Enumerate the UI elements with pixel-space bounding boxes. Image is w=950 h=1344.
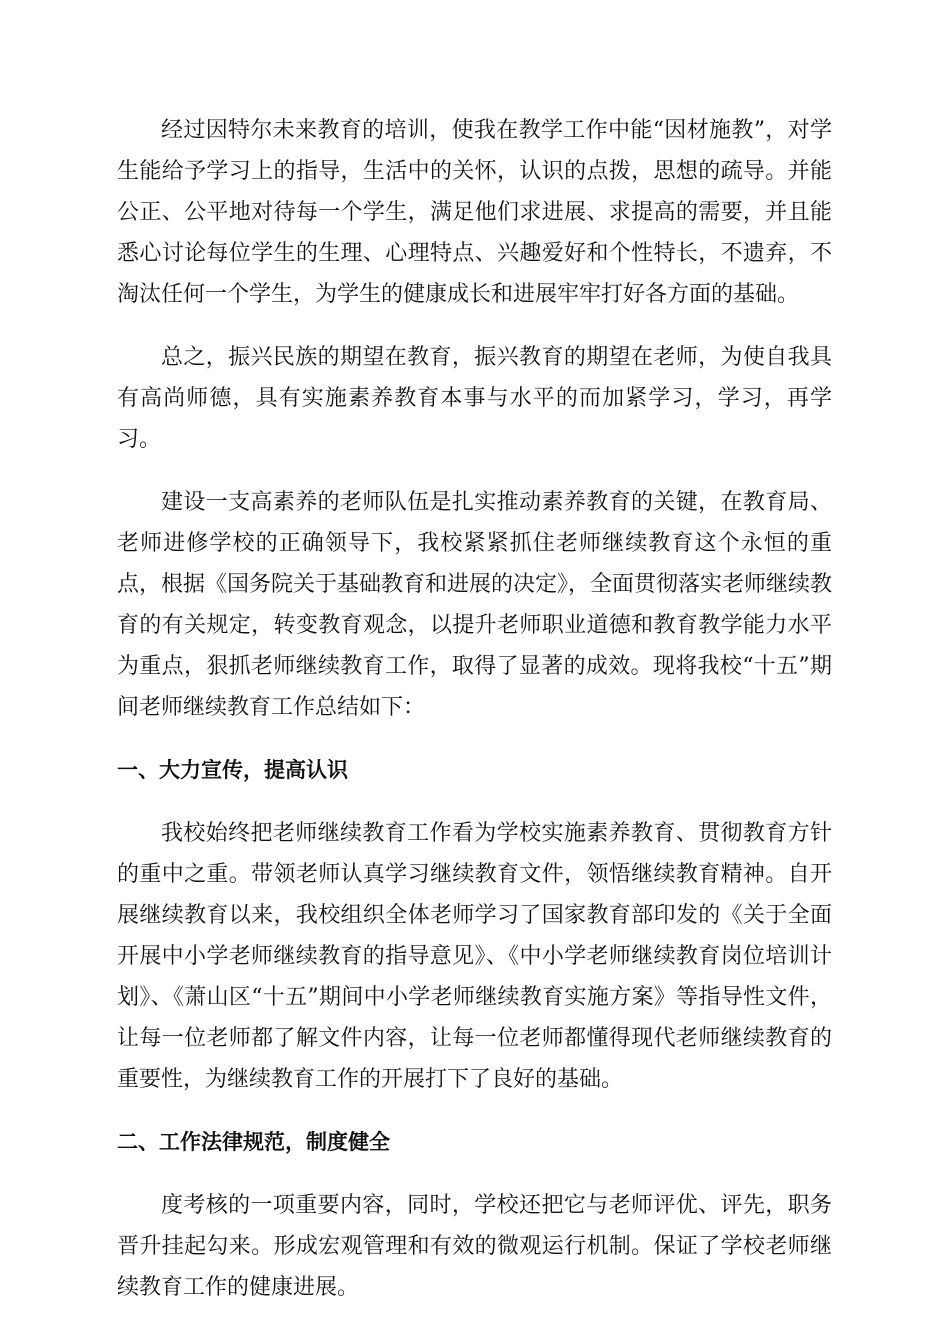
paragraph-regulation: 度考核的一项重要内容，同时，学校还把它与老师评优、评先，职务晋升挂起勾来。形成宏观管理和有效的微观运行机制。保证了学校老师继续教育工作的健康进展。 (117, 1193, 832, 1300)
paragraph-publicity: 我校始终把老师继续教育工作看为学校实施素养教育、贯彻教育方针的重中之重。带领老师认真学习继续教育文件，领悟继续教育精神。自开展继续教育以来，我校组织全体老师学习了国家教育部印发的《关于全面开展中小学老师继续教育的指导意见》、《中小学老师继续教育岗位培训计划》、《萧山区“十五”期间中小学老师继续教育实施方案》等指导性文件，让每一位老师都了解文件内容，让每一位老师都懂得现代老师继续教育的重要性，为继续教育工作的开展打下了良好的基础。 (117, 821, 832, 1092)
section-heading-publicity: 一、大力宣传，提高认识 (117, 758, 348, 782)
section-heading-regulation: 二、工作法律规范，制度健全 (117, 1130, 390, 1154)
paragraph-summary: 总之，振兴民族的期望在教育，振兴教育的期望在老师，为使自我具有高尚师德，具有实施素养教育本事与水平的而加紧学习，学习，再学习。 (117, 345, 832, 452)
paragraph-intel-training: 经过因特尔未来教育的培训，使我在教学工作中能“因材施教”，对学生能给予学习上的指导，生活中的关怀，认识的点拨，思想的疏导。并能公正、公平地对待每一个学生，满足他们求进展、求提高的需要，并且能悉心讨论每位学生的生理、心理特点、兴趣爱好和个性特长，不遗弃，不淘汰任何一个学生，为学生的健康成长和进展牢牢打好各方面的基础。 (117, 118, 832, 307)
paragraph-teacher-team: 建设一支高素养的老师队伍是扎实推动素养教育的关键，在教育局、老师进修学校的正确领导下，我校紧紧抓住老师继续教育这个永恒的重点，根据《国务院关于基础教育和进展的决定》，全面贯彻落实老师继续教育的有关规定，转变教育观念，以提升老师职业道德和教育教学能力水平为重点，狠抓老师继续教育工作，取得了显著的成效。现将我校“十五”期间老师继续教育工作总结如下： (117, 490, 833, 720)
document-page (117, 110, 832, 1330)
